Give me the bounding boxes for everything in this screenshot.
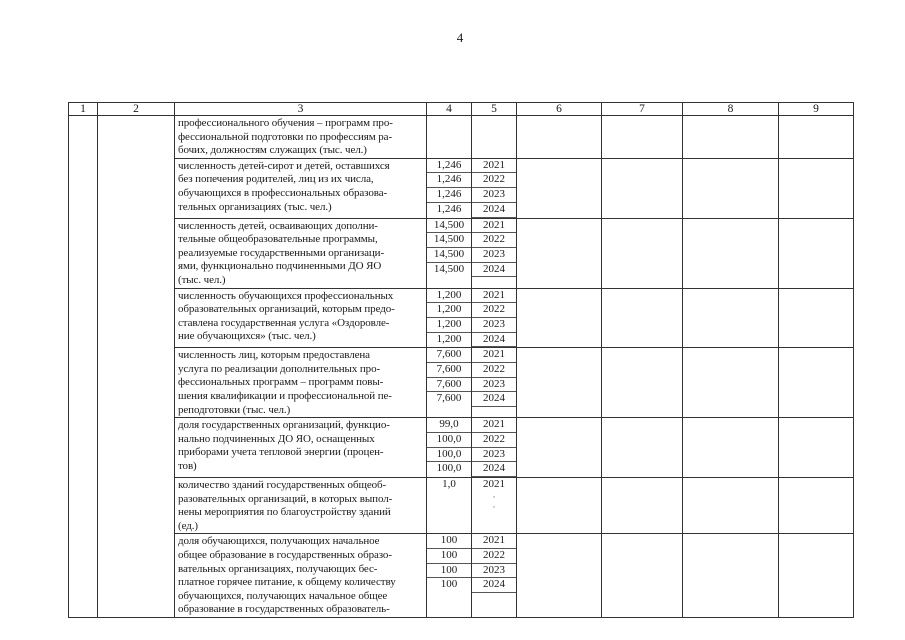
cell-col8: [683, 348, 779, 418]
value-cell: 14,500: [427, 233, 471, 248]
indicator-values: [427, 534, 472, 618]
col-header-5: 5: [472, 103, 517, 116]
indicator-description: численность обучающихся профессиональных образовательных организаций, которым предо- ставлена государственная услуга «Оздоровле- ние обучающихся» (тыс. чел.): [175, 288, 427, 348]
page-number: 4: [456, 30, 464, 45]
value-cell: 14,500: [427, 248, 471, 263]
col-header-4: 4: [427, 103, 472, 116]
indicator-values: [427, 116, 472, 159]
year-cell: 2023: [472, 188, 516, 203]
value-cell: 1,200: [427, 318, 471, 333]
col-header-2: 2: [98, 103, 175, 116]
cell-col8: [683, 288, 779, 348]
indicator-description: доля государственных организаций, функцио- нально подчиненных ДО ЯО, оснащенных приборами учета тепловой энергии (процен- тов): [175, 418, 427, 478]
cell-col6: [517, 218, 602, 288]
cell-col9: [779, 348, 854, 418]
year-cell: 2021: [472, 159, 516, 174]
year-cell: 2021: [472, 219, 516, 234]
cell-col8: [683, 418, 779, 478]
year-cell: 2023: [472, 318, 516, 333]
value-cell: 1,246: [427, 188, 471, 203]
year-cell: 2022: [472, 549, 516, 564]
year-cell: 2023: [472, 448, 516, 463]
cell-col9: [779, 288, 854, 348]
year-cell: 2021: [483, 478, 505, 491]
value-cell: 1,200: [436, 332, 462, 345]
value-cell: 100,0: [427, 448, 471, 463]
dot-mark: ·: [492, 501, 496, 512]
value-cell: 1,246: [436, 202, 462, 215]
table-row: [69, 218, 854, 288]
cell-col2: [98, 116, 175, 618]
indicator-description: количество зданий государственных общеоб- разовательных организаций, в которых выпол- нены мероприятия по благоустройству зданий (ед.): [175, 478, 427, 534]
year-cell: 2021: [472, 534, 516, 549]
year-cell: 2024: [472, 462, 516, 477]
indicator-values: [427, 418, 472, 478]
year-cell: 2021: [472, 348, 516, 363]
indicator-years: [472, 478, 517, 534]
value-cell: 100: [427, 549, 471, 564]
cell-col7: [602, 478, 683, 534]
col-header-6: 6: [517, 103, 602, 116]
cell-col7: [602, 158, 683, 218]
cell-col6: [517, 158, 602, 218]
table-row: [69, 478, 854, 534]
indicator-years: [472, 418, 517, 478]
cell-col7: [602, 288, 683, 348]
table-row: [69, 288, 854, 348]
cell-col6: [517, 478, 602, 534]
indicator-description: профессионального обучения – программ про- фессиональной подготовки по профессиям ра- бочих, должностям служащих (тыс. чел.): [175, 116, 427, 159]
table-row: [69, 158, 854, 218]
value-cell: 1,246: [427, 173, 471, 188]
value-cell: 100: [427, 564, 471, 579]
table-row: [69, 116, 854, 159]
value-cell: 1,200: [427, 289, 471, 304]
value-cell: 100: [427, 534, 471, 549]
year-cell: 2023: [472, 378, 516, 393]
indicator-description: численность детей-сирот и детей, оставшихся без попечения родителей, лиц из их числа, обучающихся в профессиональных образова- тельных организациях (тыс. чел.): [175, 158, 427, 218]
cell-col9: [779, 158, 854, 218]
year-cell: 2023: [472, 564, 516, 579]
value-cell: 1,200: [427, 303, 471, 318]
year-cell: 2024: [472, 578, 516, 593]
cell-col8: [683, 478, 779, 534]
cell-col8: [683, 158, 779, 218]
value-cell: 100: [440, 578, 458, 591]
cell-col7: [602, 116, 683, 159]
cell-col9: [779, 218, 854, 288]
cell-col6: [517, 534, 602, 618]
cell-col9: [779, 418, 854, 478]
year-cell: 2021: [472, 289, 516, 304]
year-cell: 2022: [472, 173, 516, 188]
value-cell: 14,500: [433, 262, 465, 275]
value-cell: 7,600: [436, 392, 462, 405]
indicator-years: [472, 218, 517, 288]
year-cell: 2024: [472, 263, 516, 278]
cell-col6: [517, 348, 602, 418]
cell-col1: [69, 116, 98, 618]
cell-col7: [602, 218, 683, 288]
cell-col8: [683, 218, 779, 288]
value-cell: 14,500: [427, 219, 471, 234]
col-header-7: 7: [602, 103, 683, 116]
value-cell: 100,0: [436, 462, 462, 475]
cell-col7: [602, 348, 683, 418]
indicator-description: численность детей, осваивающих дополни- тельные общеобразовательные программы, реализуемые государственными организаци- ями, функционально подчиненными ДО ЯО (тыс. чел.): [175, 218, 427, 288]
year-cell: 2024: [472, 333, 516, 348]
year-cell: 2022: [472, 303, 516, 318]
cell-col6: [517, 288, 602, 348]
year-cell: 2022: [472, 363, 516, 378]
table-row: [69, 534, 854, 618]
value-cell: 7,600: [427, 378, 471, 393]
cell-col7: [602, 534, 683, 618]
col-header-8: 8: [683, 103, 779, 116]
header-row: [69, 103, 854, 116]
cell-col9: [779, 478, 854, 534]
year-cell: 2024: [472, 203, 516, 218]
cell-col8: [683, 116, 779, 159]
cell-col6: [517, 116, 602, 159]
cell-col8: [683, 534, 779, 618]
indicator-years: [472, 158, 517, 218]
col-header-9: 9: [779, 103, 854, 116]
col-header-3: 3: [175, 103, 427, 116]
indicator-description: численность лиц, которым предоставлена услуга по реализации дополнительных про- фессиональных программ – программ повы- шения квалификации и профессиональной пе- реподготовки (тыс. чел.): [175, 348, 427, 418]
indicator-years: [472, 534, 517, 618]
value-cell: 1,0: [442, 478, 456, 491]
value-cell: 1,246: [427, 159, 471, 174]
value-cell: 100,0: [427, 433, 471, 448]
indicator-years: [472, 288, 517, 348]
indicator-values: [427, 348, 472, 418]
cell-col9: [779, 534, 854, 618]
dot-mark: ·: [492, 491, 496, 502]
col-header-1: 1: [69, 103, 98, 116]
indicator-values: [427, 288, 472, 348]
year-cell: 2024: [472, 392, 516, 407]
indicator-table: [68, 102, 854, 618]
indicator-description: доля обучающихся, получающих начальное общее образование в государственных образо- вательных организациях, получающих бес- платное горячее питание, к общему количеству обучающихся, получающих начальное общее образование в государственных образователь-: [175, 534, 427, 618]
indicator-years: [472, 348, 517, 418]
year-cell: 2023: [472, 248, 516, 263]
indicator-values: [427, 478, 472, 534]
value-cell: 99,0: [427, 418, 471, 433]
cell-col9: [779, 116, 854, 159]
year-cell: 2022: [472, 433, 516, 448]
value-cell: 7,600: [427, 363, 471, 378]
indicator-values: [427, 158, 472, 218]
cell-col7: [602, 418, 683, 478]
table-row: [69, 348, 854, 418]
year-cell: 2022: [472, 233, 516, 248]
table-row: [69, 418, 854, 478]
indicator-years: [472, 116, 517, 159]
indicator-values: [427, 218, 472, 288]
year-cell: 2021: [472, 418, 516, 433]
cell-col6: [517, 418, 602, 478]
value-cell: 7,600: [427, 348, 471, 363]
